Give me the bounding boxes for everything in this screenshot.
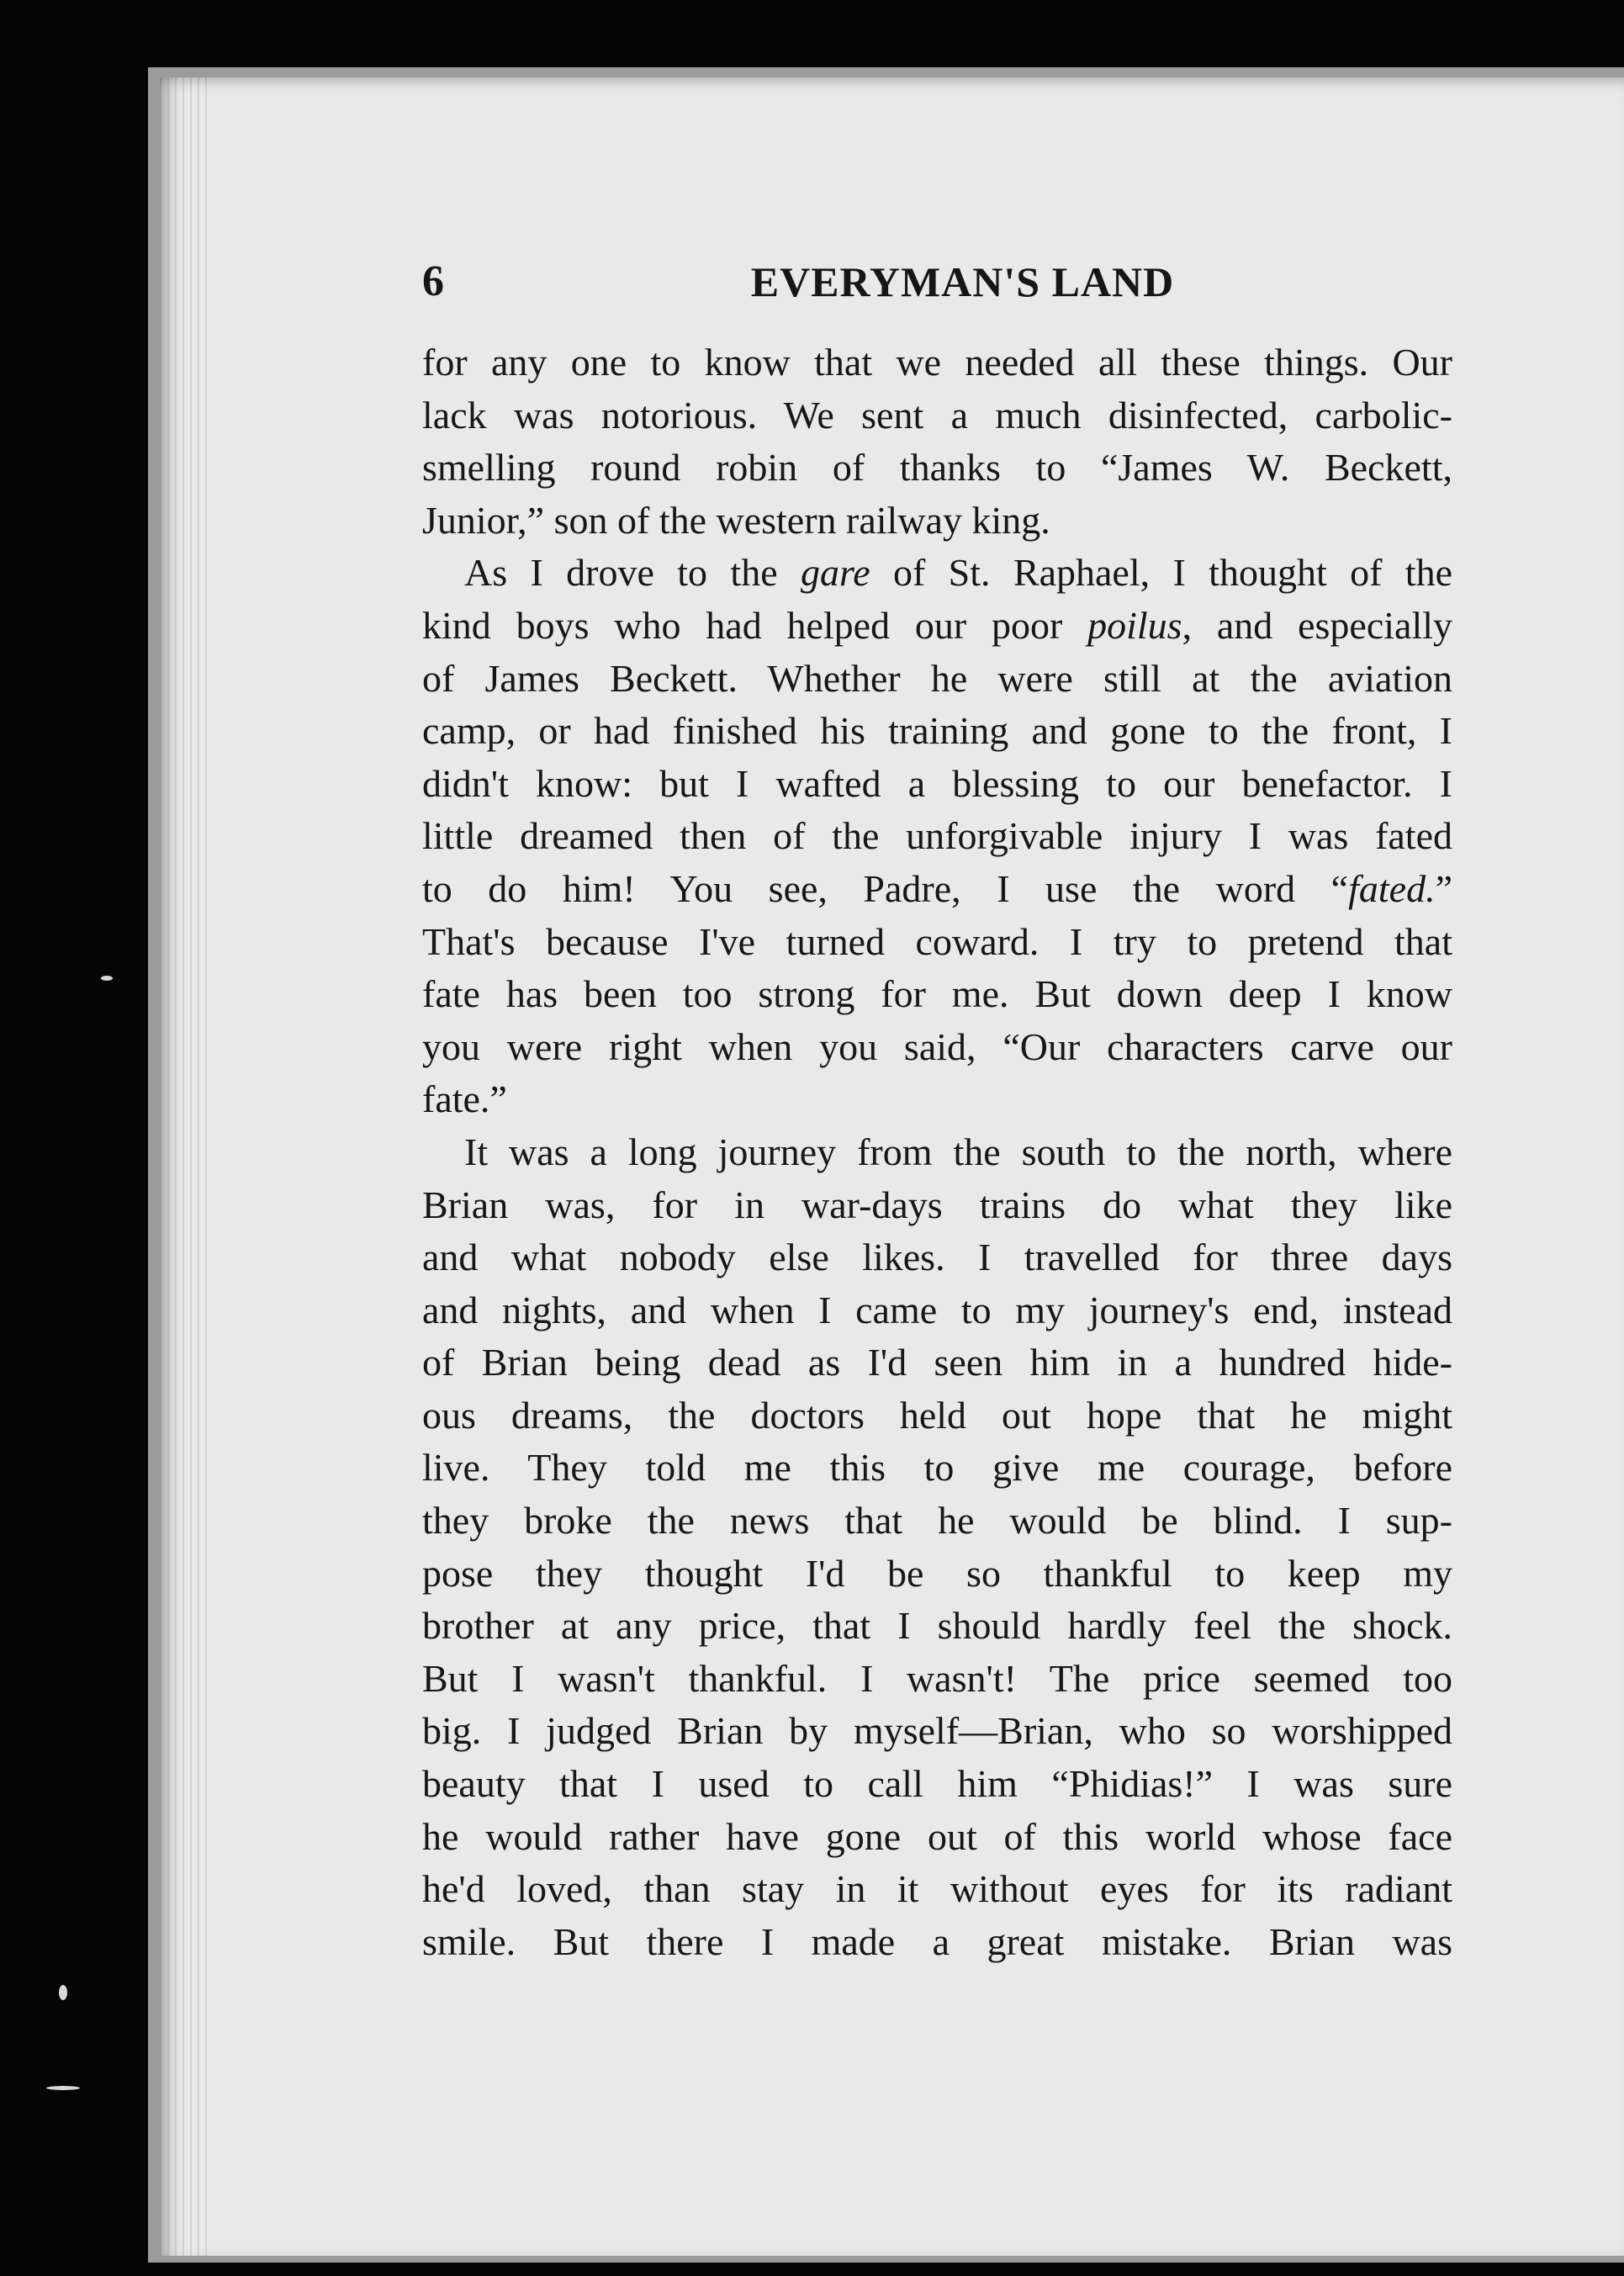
italic-word: gare [801,551,870,595]
page-header [422,252,1452,311]
text-segment: ” [1435,866,1452,910]
text-line: he would rather have gone out of this world whose face [422,1814,1452,1858]
page-number: 6 [422,257,444,305]
scan-speck [59,1985,67,2000]
text-line: you were right when you said, “Our characters carve our [422,1024,1452,1068]
scan-speck [101,976,113,981]
text-line: It was a long journey from the south to the north, where [464,1130,1452,1173]
text-line: of James Beckett. Whether he were still at the aviation [422,656,1452,700]
page-gutter [160,77,210,2256]
text-line: smile. But there I made a great mistake. Brian was [422,1919,1452,1963]
text-segment: As I drove to the [464,551,801,595]
text-line: didn't know: but I wafted a blessing to our benefactor. I [422,761,1452,805]
text-line: big. I judged Brian by myself—Brian, who so worshipped [422,1709,1452,1753]
italic-word: poilus [1087,603,1182,647]
text-line: brother at any price, that I should hardly feel the shock. [422,1604,1452,1648]
italic-word: fated. [1348,866,1436,910]
text-line: fate has been too strong for me. But down deep I know [422,972,1452,1016]
text-segment: kind boys who had helped our poor [422,603,1088,647]
text-segment: to do him! You see, Padre, I use the word “ [422,866,1349,910]
text-line: and nights, and when I came to my journey's end, instead [422,1288,1452,1331]
text-line: lack was notorious. We sent a much disinfected, carbolic- [422,393,1452,437]
text-line: camp, or had finished his training and gone to the front, I [422,709,1452,753]
text-line [422,547,1452,600]
text-line: and what nobody else likes. I travelled for three days [422,1236,1452,1279]
text-line: fate.” [422,1077,507,1121]
text-line: for any one to know that we needed all these things. Our [422,341,1452,384]
body-text [422,336,1452,1968]
scan-speck [46,2086,80,2090]
text-line: beauty that I used to call him “Phidias!” I was sure [422,1762,1452,1806]
text-segment: , and especially [1182,603,1453,647]
text-line: smelling round robin of thanks to “James W. Beckett, [422,446,1452,490]
running-title: EVERYMAN'S LAND [750,258,1175,305]
text-line: ous dreams, the doctors held out hope that he might [422,1393,1452,1437]
text-line: live. They told me this to give me courage, before [422,1446,1452,1490]
text-line [422,863,1452,916]
text-line: Junior,” son of the western railway king. [422,498,1050,542]
text-line [422,600,1452,653]
text-line: That's because I've turned coward. I try to pretend that [422,919,1452,963]
text-segment: of St. Raphael, I thought of the [870,551,1452,595]
text-line: But I wasn't thankful. I wasn't! The price seemed too [422,1656,1452,1700]
text-line: he'd loved, than stay in it without eyes for its radiant [422,1867,1452,1911]
text-line: pose they thought I'd be so thankful to keep my [422,1551,1452,1595]
text-line: Brian was, for in war-days trains do what they like [422,1183,1452,1226]
text-line: of Brian being dead as I'd seen him in a hundred hide- [422,1341,1452,1384]
text-line: little dreamed then of the unforgivable injury I was fated [422,814,1452,858]
text-line: they broke the news that he would be blind. I sup- [422,1499,1452,1543]
